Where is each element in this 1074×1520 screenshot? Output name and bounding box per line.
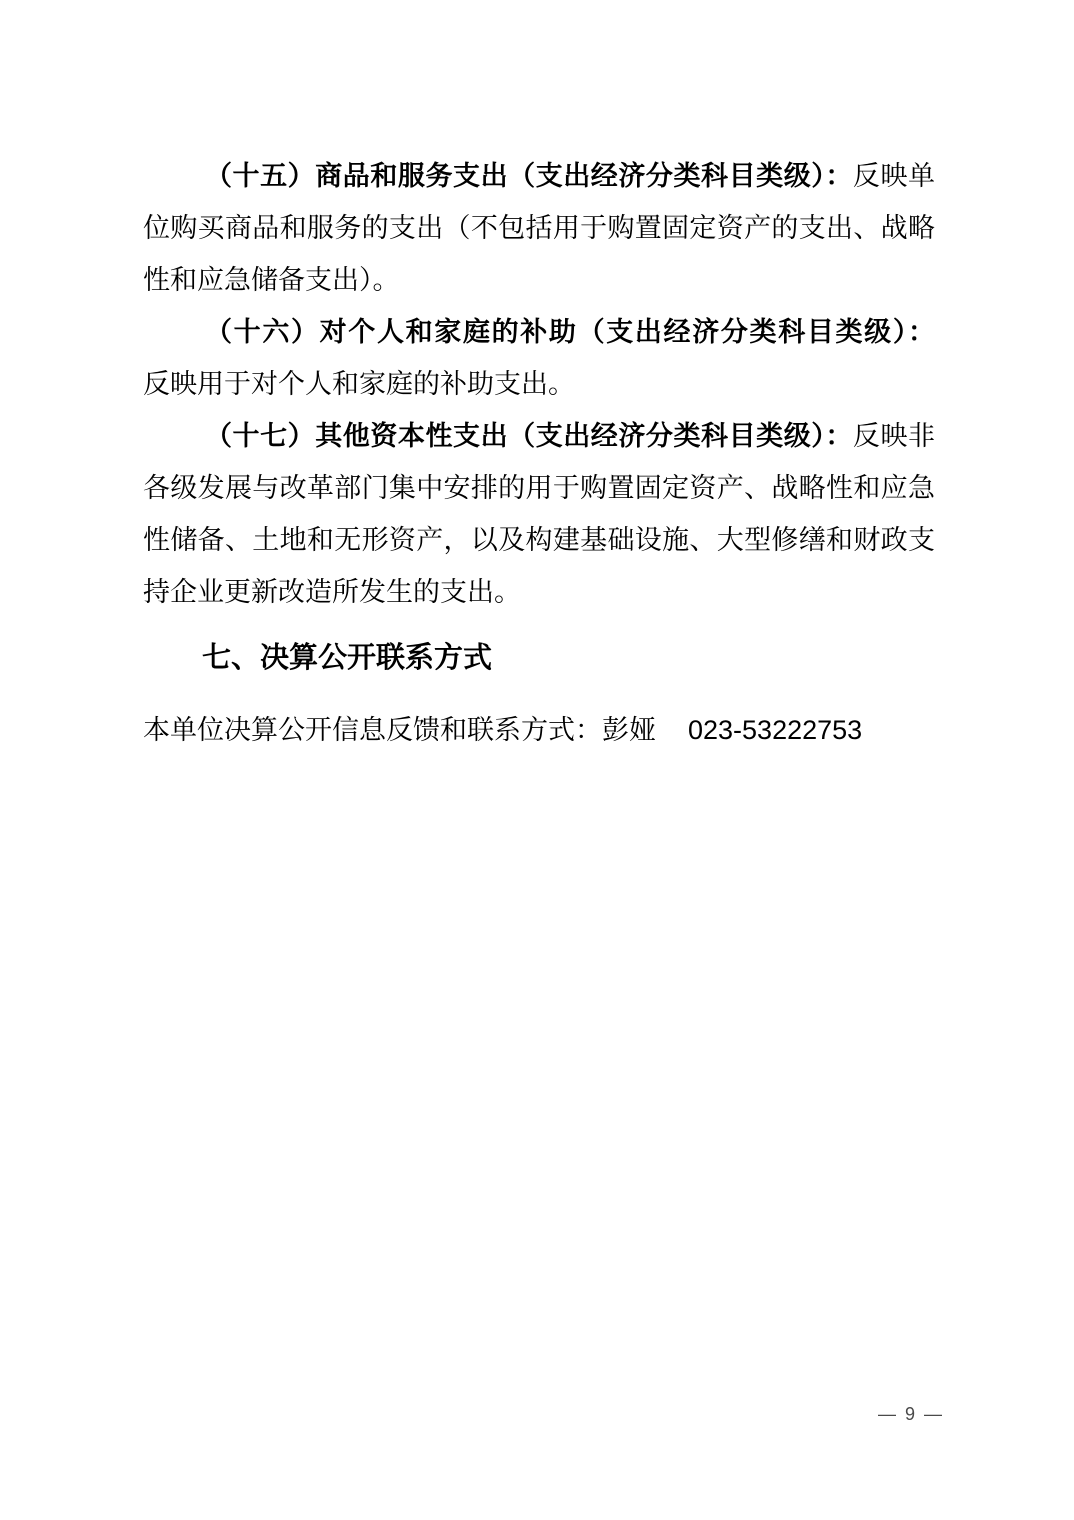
- paragraph-16-body: 反映用于对个人和家庭的补助支出。: [143, 369, 575, 399]
- paragraph-17: [143, 410, 935, 618]
- paragraph-15-body: 反映单位购买商品和服务的支出（不包括用于购置固定资产的支出、战略性和应急储备支出）。: [143, 161, 936, 295]
- section-heading: 七、决算公开联系方式: [202, 642, 493, 674]
- document-content: [143, 150, 935, 756]
- paragraph-16-lead: （十六）对个人和家庭的补助（支出经济分类科目类级）：: [205, 317, 935, 347]
- paragraph-15-lead: （十五）商品和服务支出（支出经济分类科目类级）：: [205, 161, 853, 191]
- contact-phone: 023-53222753: [688, 715, 863, 745]
- contact-label: 本单位决算公开信息反馈和联系方式：: [143, 715, 602, 745]
- paragraph-16: [143, 306, 935, 410]
- paragraph-17-body: 反映非各级发展与改革部门集中安排的用于购置固定资产、战略性和应急性储备、土地和无形资产，以及构建基础设施、大型修缮和财政支持企业更新改造所发生的支出。: [143, 421, 936, 607]
- paragraph-17-lead: （十七）其他资本性支出（支出经济分类科目类级）：: [205, 421, 853, 451]
- paragraph-15: [143, 150, 935, 306]
- page-number: — 9 —: [877, 1404, 944, 1424]
- contact-line: [143, 704, 935, 756]
- contact-person: 彭娅: [602, 715, 656, 745]
